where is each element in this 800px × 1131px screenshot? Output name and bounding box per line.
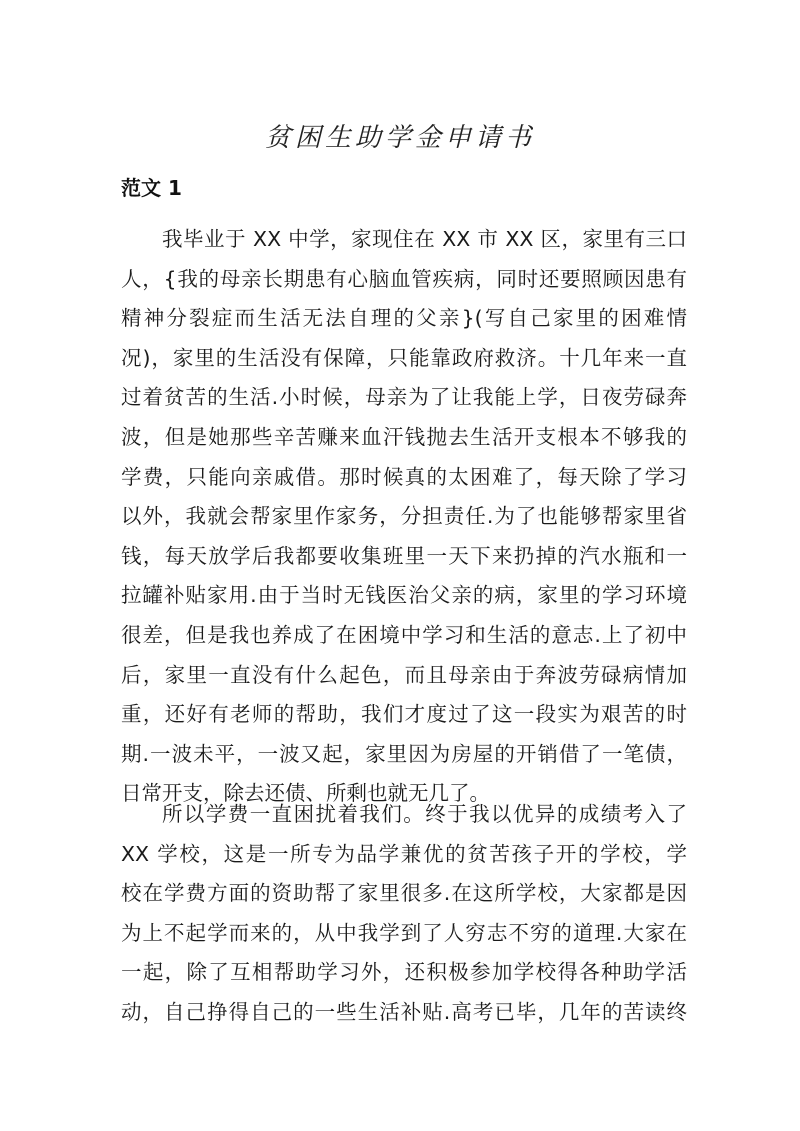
text-line: 学费，只能向亲戚借。那时候真的太困难了，每天除了学习 — [121, 464, 687, 489]
text-line: 以外，我就会帮家里作家务，分担责任.为了也能够帮家里省 — [121, 504, 687, 529]
text-line: 过着贫苦的生活.小时候，母亲为了让我能上学，日夜劳碌奔 — [121, 385, 687, 410]
text-line: 为上不起学而来的，从中我学到了人穷志不穷的道理.大家在 — [121, 920, 687, 945]
text-line: 一起，除了互相帮助学习外，还积极参加学校得各种助学活 — [121, 960, 687, 985]
text-line: 日常开支，除去还债、所剩也就无几了。 — [121, 781, 490, 806]
document-title: 贫困生助学金申请书 — [264, 123, 535, 153]
text-line: 动，自己挣得自己的一些生活补贴.高考已毕，几年的苦读终 — [121, 999, 687, 1024]
text-line: 况)，家里的生活没有保障，只能靠政府救济。十几年来一直 — [121, 345, 687, 370]
text-line: 人，{我的母亲长期患有心脑血管疾病，同时还要照顾因患有 — [121, 266, 687, 291]
text-line: 很差，但是我也养成了在困境中学习和生活的意志.上了初中 — [121, 622, 687, 647]
text-line: 精神分裂症而生活无法自理的父亲}(写自己家里的困难情 — [121, 306, 687, 331]
text-line: 校在学费方面的资助帮了家里很多.在这所学校，大家都是因 — [121, 881, 687, 906]
paragraph-1 — [121, 220, 687, 814]
paragraph-2 — [121, 795, 687, 1033]
text-line: 钱，每天放学后我都要收集班里一天下来扔掉的汽水瓶和一 — [121, 543, 687, 568]
text-line: 我毕业于 XX 中学，家现住在 XX 市 XX 区，家里有三口 — [162, 227, 687, 251]
text-line: 所以学费一直困扰着我们。终于我以优异的成绩考入了 — [162, 802, 687, 826]
text-line: XX 学校，这是一所专为品学兼优的贫苦孩子开的学校，学 — [121, 841, 687, 866]
text-line: 后，家里一直没有什么起色，而且母亲由于奔波劳碌病情加 — [121, 662, 687, 687]
text-line: 波，但是她那些辛苦赚来血汗钱抛去生活开支根本不够我的 — [121, 424, 687, 449]
section-heading: 范文 1 — [121, 176, 182, 200]
text-line: 重，还好有老师的帮助，我们才度过了这一段实为艰苦的时 — [121, 702, 687, 727]
text-line: 期.一波未平，一波又起，家里因为房屋的开销借了一笔债， — [121, 741, 687, 766]
text-line: 拉罐补贴家用.由于当时无钱医治父亲的病，家里的学习环境 — [121, 583, 687, 608]
